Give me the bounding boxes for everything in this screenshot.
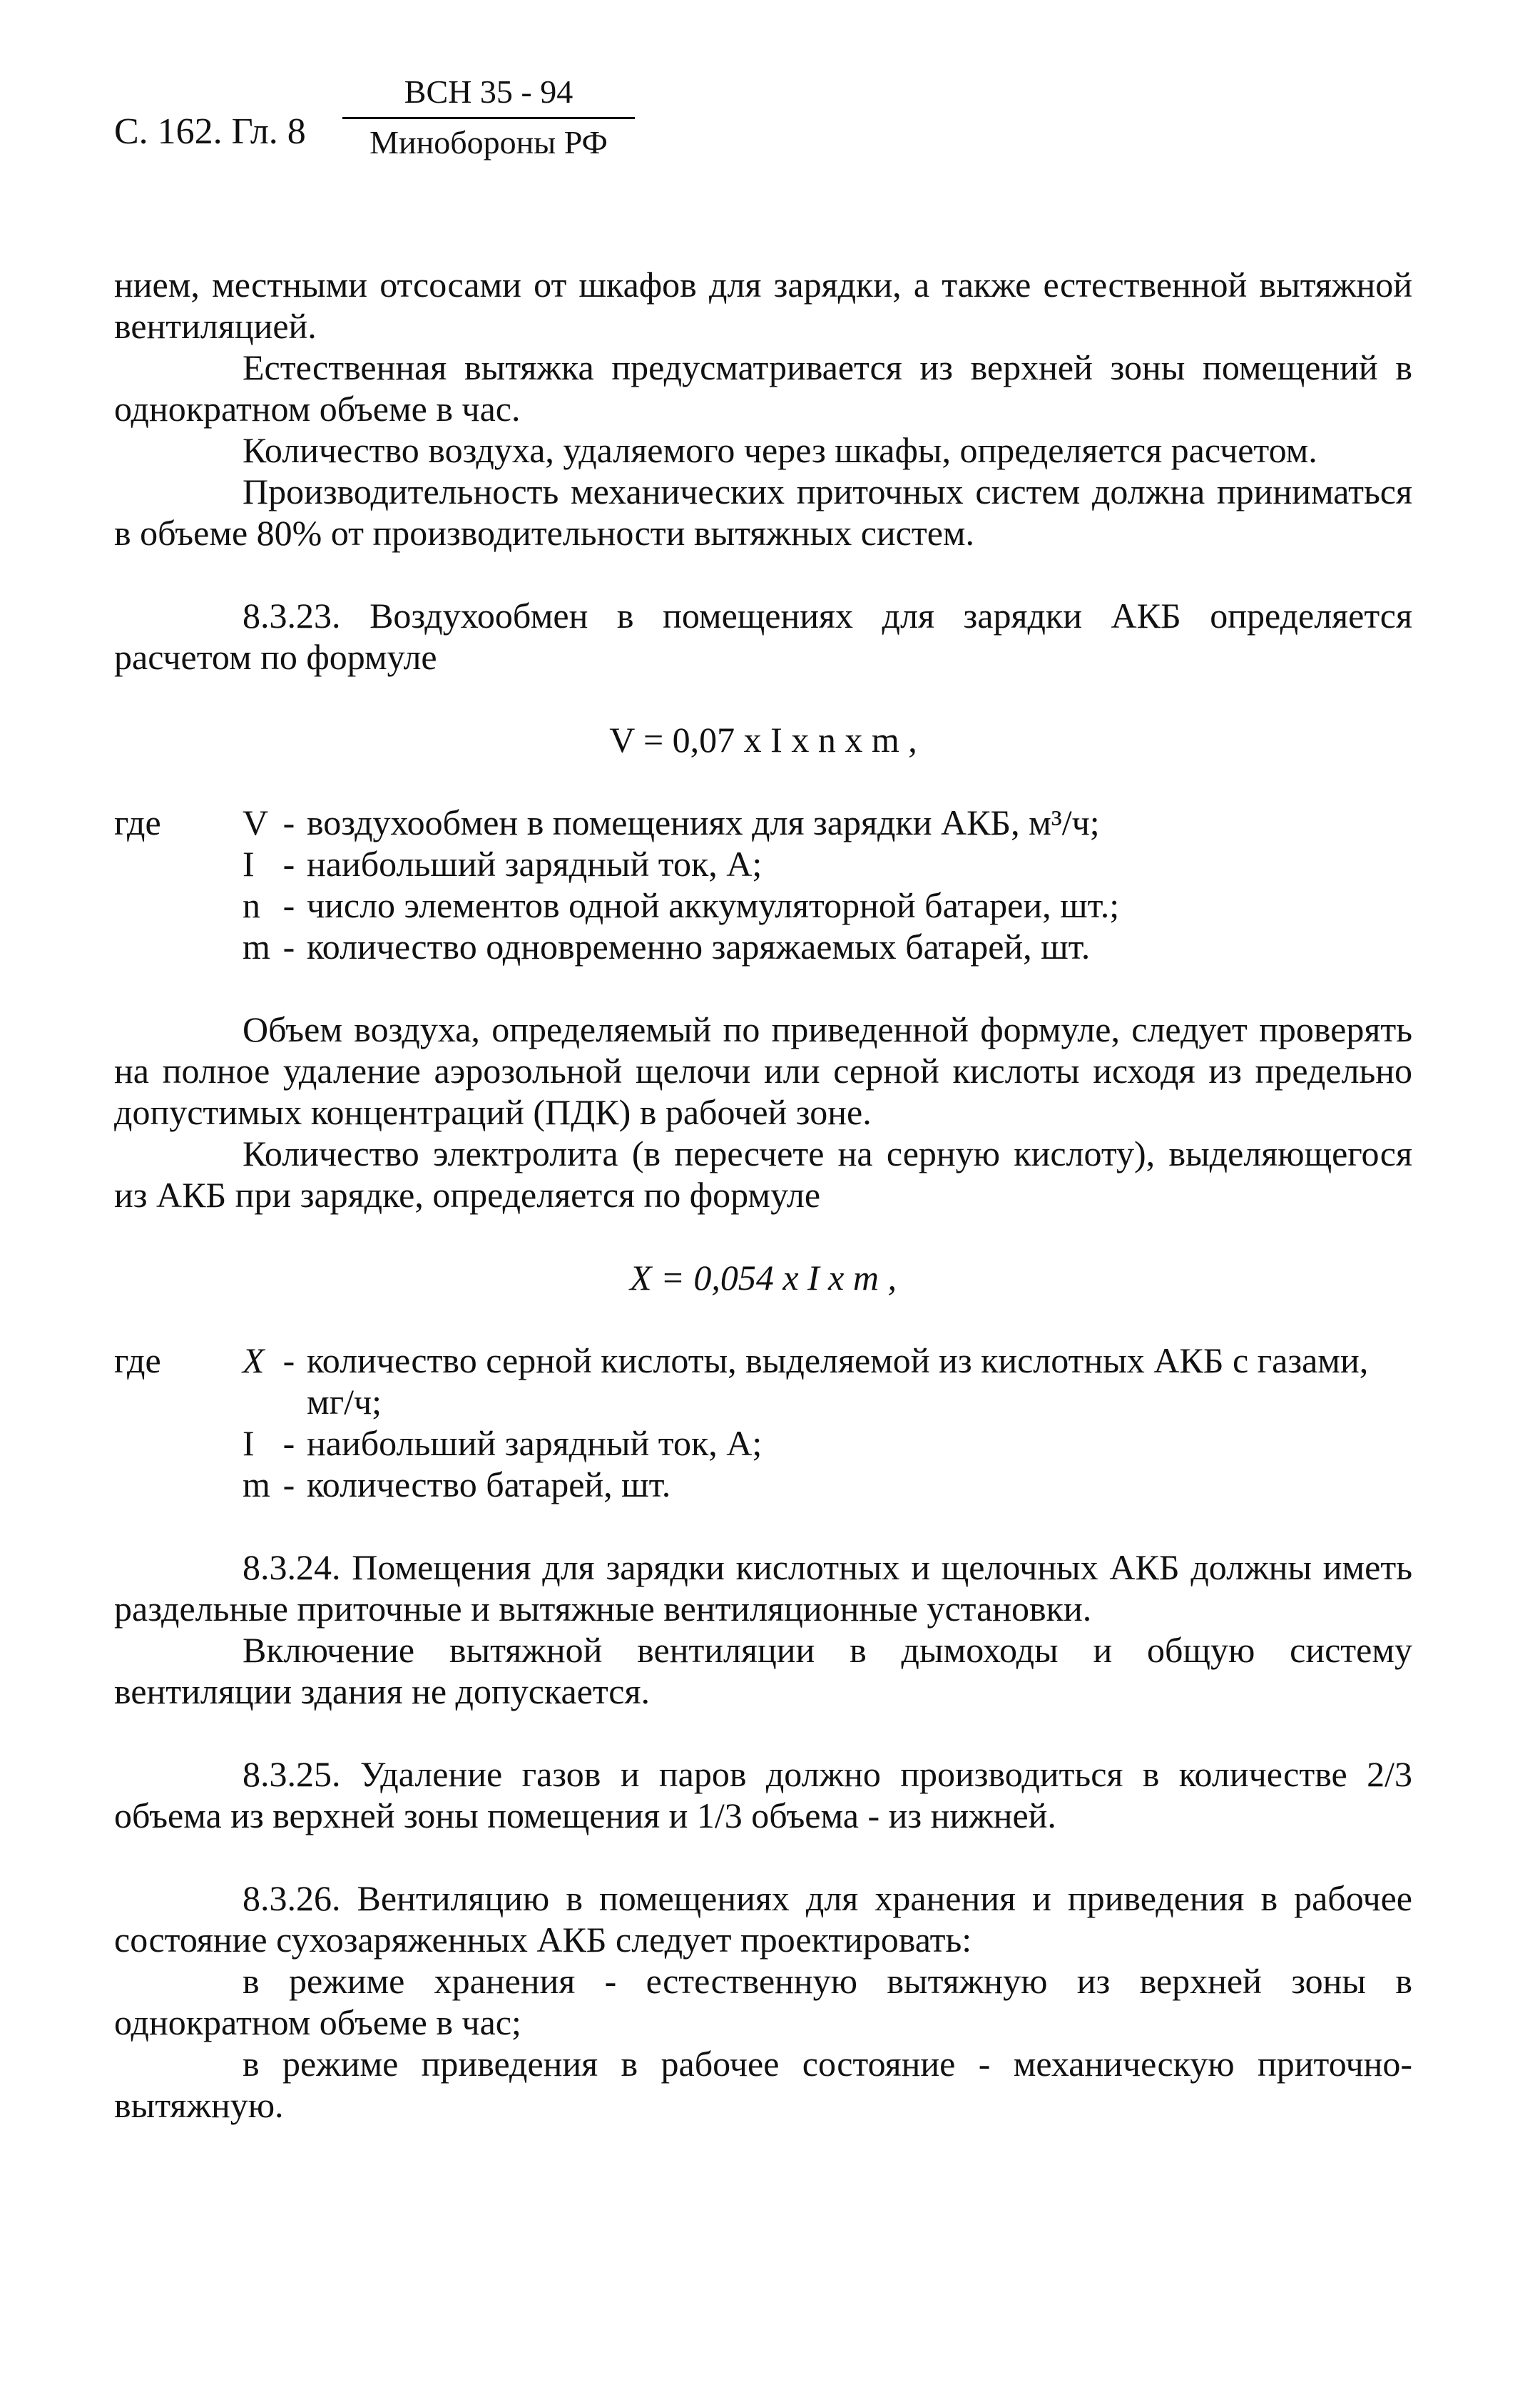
formula-legend-1 — [114, 802, 1412, 967]
legend-row — [114, 802, 1412, 843]
legend-dash: - — [282, 844, 295, 884]
section-8-3-23-intro: 8.3.23. Воздухообмен в помещениях для зарядки АКБ определяется расчетом по формуле — [114, 596, 1412, 677]
section-8-3-24-para1: 8.3.24. Помещения для зарядки кислотных и щелочных АКБ должны иметь раздельные приточные и вытяжные вентиляционные установки. — [114, 1547, 1412, 1629]
paragraph-supply-capacity: Производительность механических приточных систем должна приниматься в объеме 80% от производительности вытяжных систем. — [114, 472, 1412, 553]
legend-text: воздухообмен в помещениях для зарядки АКБ, м³/ч; — [307, 803, 1100, 842]
legend-dash: - — [282, 803, 295, 842]
doc-organization: Минобороны РФ — [369, 124, 608, 161]
document-page — [114, 71, 1412, 2126]
doc-code: ВСН 35 - 94 — [342, 71, 635, 119]
spacer — [114, 967, 1412, 1009]
legend-dash: - — [282, 1340, 295, 1380]
section-8-3-26-para3: в режиме приведения в рабочее состояние - механическую приточно-вытяжную. — [114, 2044, 1412, 2125]
doc-id-block — [342, 71, 635, 163]
paragraph-air-quantity: Количество воздуха, удаляемого через шкафы, определяется расчетом. — [243, 430, 1317, 470]
legend-text: число элементов одной аккумуляторной батареи, шт.; — [307, 885, 1120, 925]
legend-row — [114, 1422, 1412, 1464]
spacer — [114, 1836, 1412, 1878]
legend-text: наибольший зарядный ток, А; — [307, 844, 763, 884]
section-8-3-25-para1: 8.3.25. Удаление газов и паров должно производиться в количестве 2/3 объема из верхней зоны помещения и 1/3 объема - из нижней. — [114, 1754, 1412, 1835]
legend-symbol: m — [243, 1464, 270, 1504]
section-8-3-26-para2: в режиме хранения - естественную вытяжную из верхней зоны в однократном объеме в час; — [114, 1961, 1412, 2042]
legend-where: где — [114, 803, 161, 842]
legend-symbol: X — [243, 1340, 265, 1380]
legend-dash: - — [282, 885, 295, 925]
legend-row — [114, 885, 1412, 926]
page-reference: С. 162. Гл. 8 — [114, 111, 306, 152]
legend-symbol: m — [243, 927, 270, 967]
paragraph-natural-exhaust: Естественная вытяжка предусматривается из верхней зоны помещений в однократном объеме в час. — [114, 347, 1412, 429]
legend-dash: - — [282, 1464, 295, 1504]
legend-symbol: I — [243, 1423, 255, 1463]
formula-air-exchange: V = 0,07 x I x n x m , — [609, 720, 917, 760]
legend-row — [114, 1340, 1412, 1422]
legend-text: наибольший зарядный ток, А; — [307, 1423, 763, 1463]
spacer — [114, 554, 1412, 595]
legend-text: количество одновременно заряжаемых батарей, шт. — [307, 927, 1091, 967]
legend-symbol: n — [243, 885, 260, 925]
spacer — [114, 1505, 1412, 1547]
section-8-3-26-para1: 8.3.26. Вентиляцию в помещениях для хранения и приведения в рабочее состояние сухозаряженных АКБ следует проектировать: — [114, 1878, 1412, 1960]
legend-text: количество серной кислоты, выделяемой из кислотных АКБ с газами, мг/ч; — [307, 1340, 1369, 1422]
legend-row — [114, 1464, 1412, 1505]
formula-acid-text: X = 0,054 x I x m , — [630, 1258, 897, 1298]
legend-dash: - — [282, 1423, 295, 1463]
legend-symbol: V — [243, 803, 269, 842]
formula-legend-2 — [114, 1340, 1412, 1505]
paragraph-continuation: нием, местными отсосами от шкафов для зарядки, а также естественной вытяжной вентиляцией. — [114, 265, 1412, 346]
formula-acid-quantity — [114, 1257, 1412, 1298]
legend-dash: - — [282, 927, 295, 967]
section-8-3-24-para2: Включение вытяжной вентиляции в дымоходы и общую систему вентиляции здания не допускается. — [114, 1630, 1412, 1711]
legend-text: количество батарей, шт. — [307, 1464, 671, 1504]
paragraph-aerosol-check: Объем воздуха, определяемый по приведенной формуле, следует проверять на полное удаление аэрозольной щелочи или серной кислоты исходя из предельно допустимых концентраций (ПДК) в рабочей зоне. — [114, 1009, 1412, 1132]
legend-where: где — [114, 1340, 161, 1380]
legend-row — [114, 843, 1412, 885]
paragraph-electrolyte: Количество электролита (в пересчете на серную кислоту), выделяющегося из АКБ при зарядке, определяется по формуле — [114, 1134, 1412, 1215]
legend-symbol: I — [243, 844, 255, 884]
page-header — [114, 71, 1412, 178]
spacer — [114, 1712, 1412, 1753]
legend-row — [114, 926, 1412, 967]
